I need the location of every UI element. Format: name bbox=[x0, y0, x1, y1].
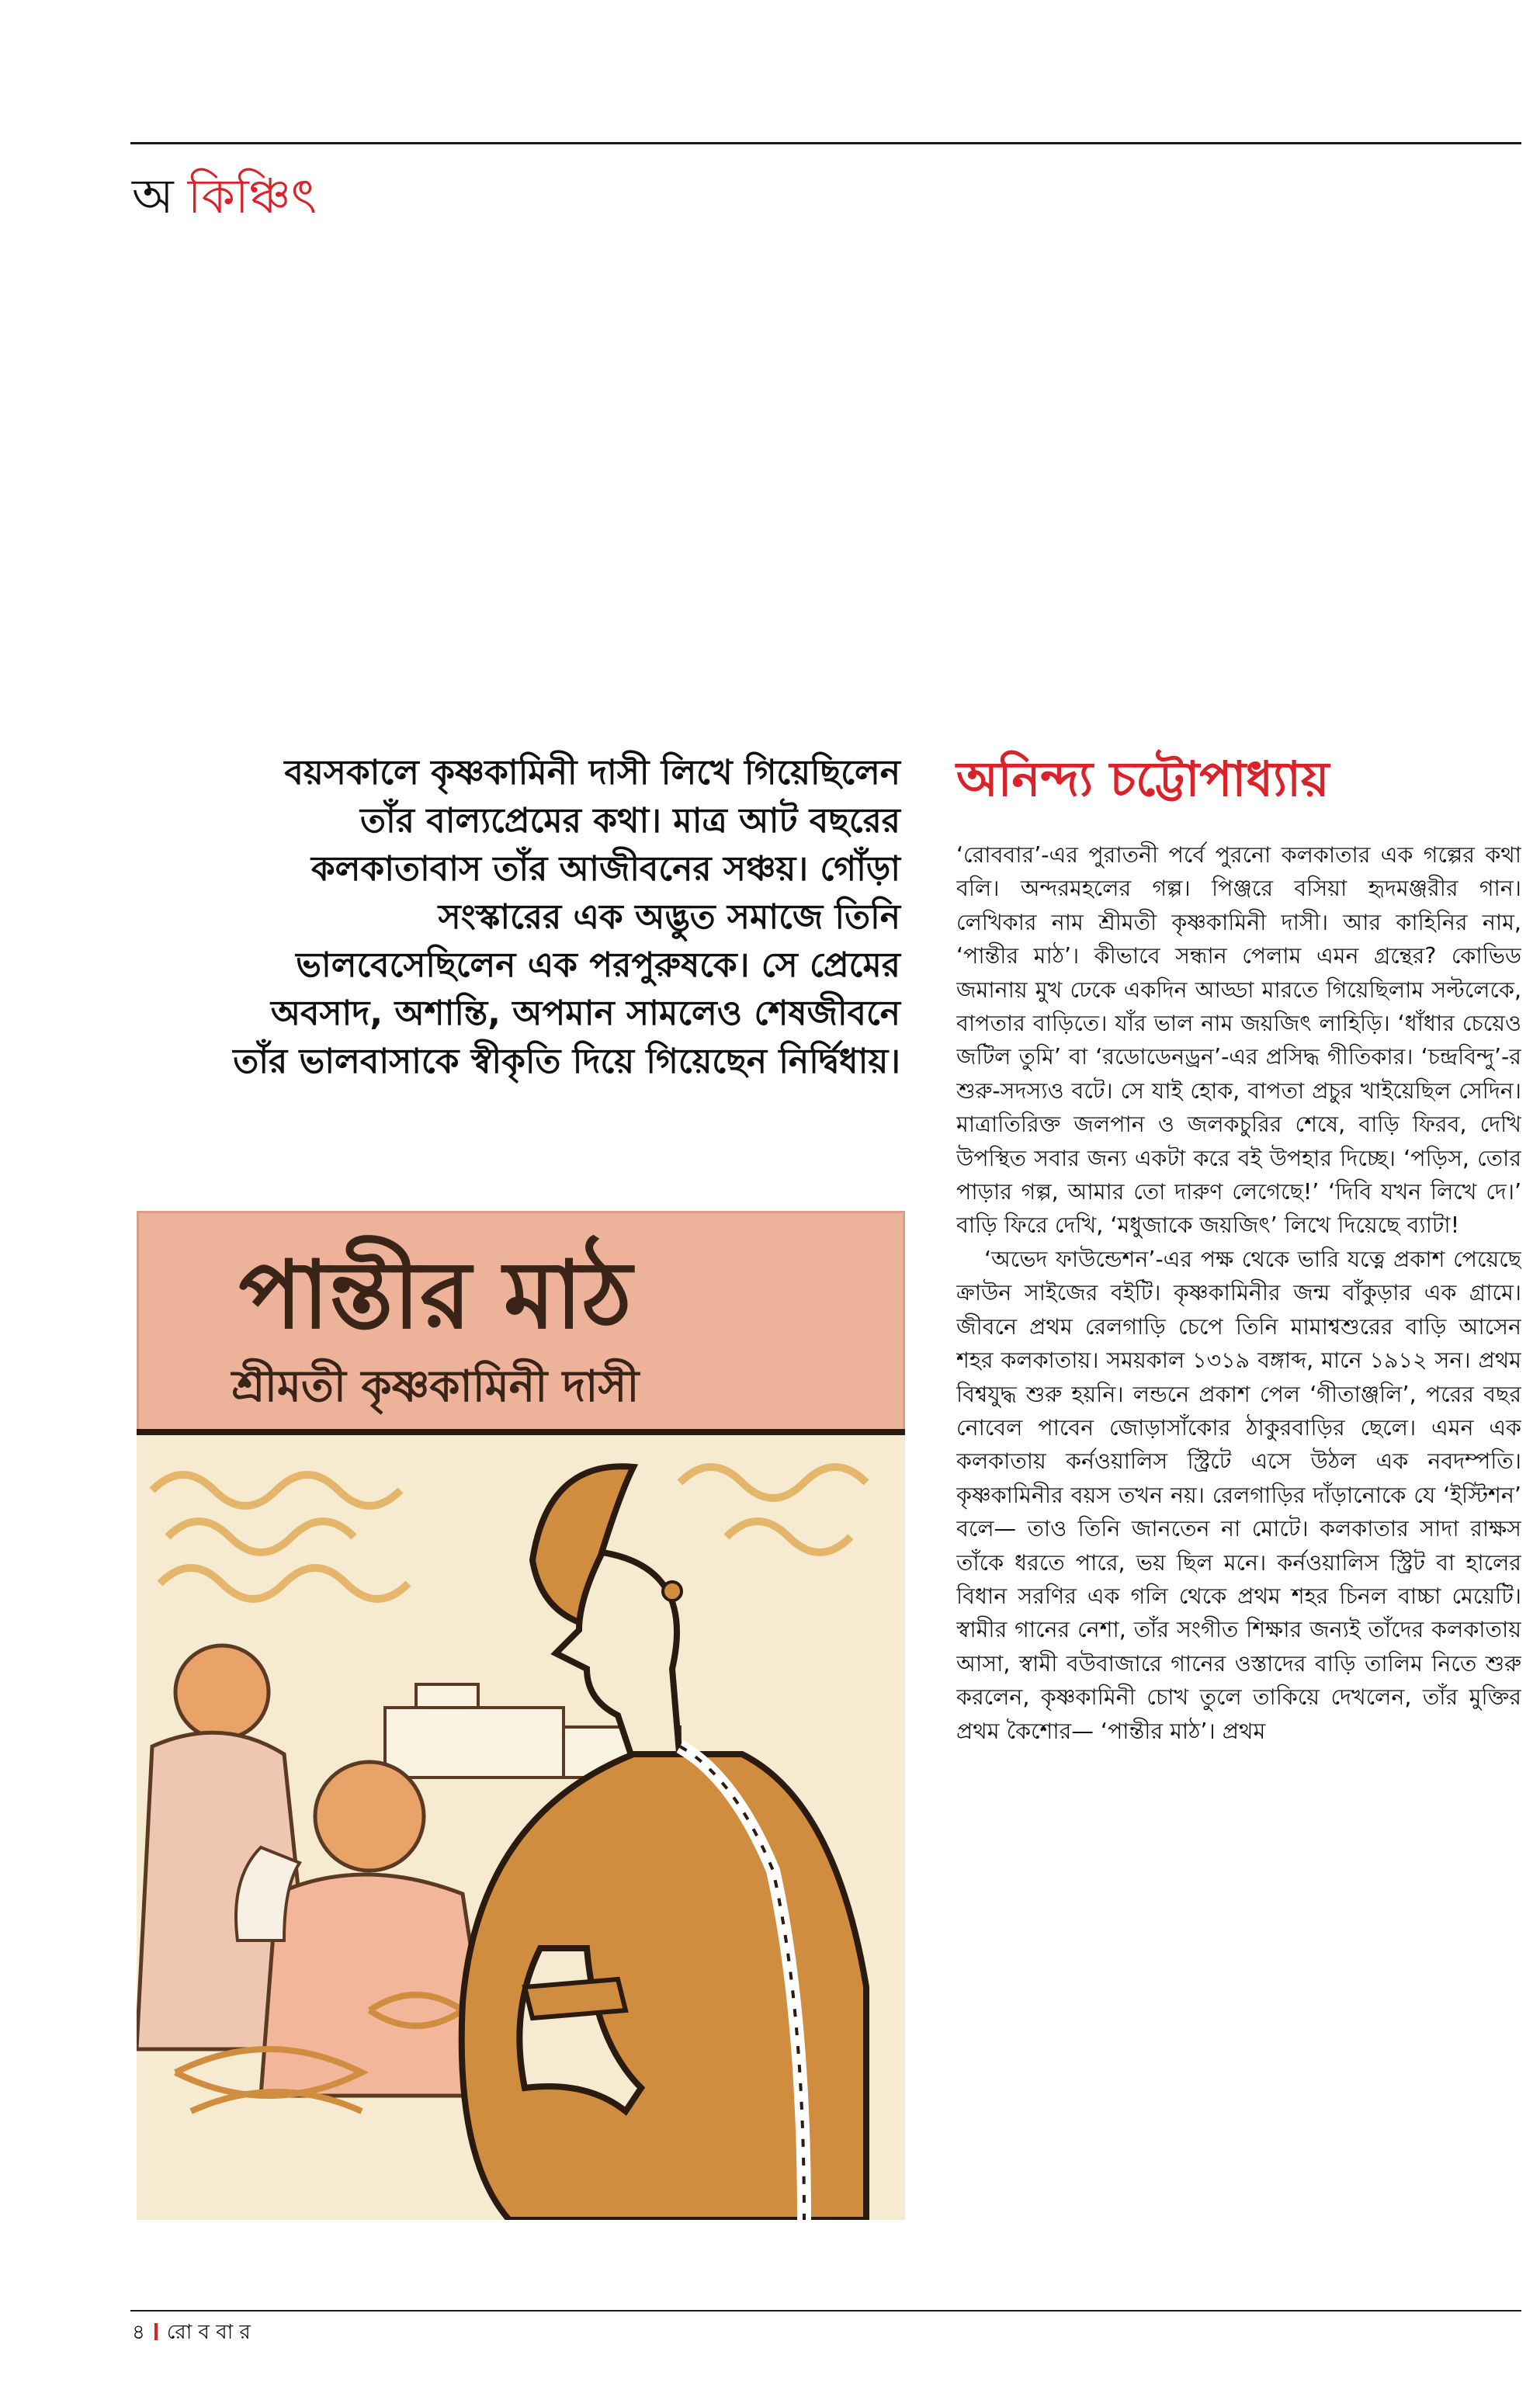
bottom-rule bbox=[130, 2310, 1521, 2311]
top-rule bbox=[130, 142, 1521, 144]
section-prefix: অ bbox=[132, 168, 174, 224]
footer-separator bbox=[154, 2323, 158, 2340]
standfirst-line: তাঁর বাল্যপ্রেমের কথা। মাত্র আট বছরের bbox=[359, 801, 900, 841]
standfirst-line: অবসাদ, অশান্তি, অপমান সামলেও শেষজীবনে bbox=[270, 994, 900, 1033]
standfirst-line: ভালবেসেছিলেন এক পরপুরুষকে। সে প্রেমের bbox=[296, 945, 900, 985]
cover-author: শ্রীমতী কৃষ্ণকামিনী দাসী bbox=[231, 1361, 640, 1412]
standfirst-line: তাঁর ভালবাসাকে স্বীকৃতি দিয়ে গিয়েছেন নির্দ্বিধায়। bbox=[233, 1042, 900, 1081]
standfirst bbox=[155, 749, 900, 1086]
standfirst-line: সংস্কারের এক অদ্ভুত সমাজে তিনি bbox=[438, 897, 900, 937]
standfirst-line: কলকাতাবাস তাঁর আজীবনের সঞ্চয়। গোঁড়া bbox=[310, 849, 900, 889]
standfirst-line: বয়সকালে কৃষ্ণকামিনী দাসী লিখে গিয়েছিলেন bbox=[284, 753, 900, 792]
page-number: ৪ bbox=[132, 2321, 145, 2344]
magazine-name: রো ব বা র bbox=[166, 2321, 251, 2344]
page-footer bbox=[132, 2322, 251, 2343]
body-paragraph: ‘অভেদ ফাউন্ডেশন’-এর পক্ষ থেকে ভারি যত্নে প্রকাশ পেয়েছে ক্রাউন সাইজের বইটি। কৃষ্ণকামিনীর জন্ম বাঁকুড়ার এক গ্রামে। জীবনে প্রথম রেলগাড়ি চেপে তিনি মামাশ্বশুরের বাড়ি আসেন শহর কলকাতায়। সময়কাল ১৩১৯ বঙ্গাব্দ, মানে ১৯১২ সন। প্রথম বিশ্বযুদ্ধ শুরু হয়নি। লন্ডনে প্রকাশ পেল ‘গীতাঞ্জলি’, পরের বছর নোবেল পাবেন জোড়াসাঁকোর ঠাকুরবাড়ির ছেলে। এমন এক কলকাতায় কর্নওয়ালিস স্ট্রিটে এসে উঠল এক নবদম্পতি। কৃষ্ণকামিনীর বয়স তখন নয়। রেলগাড়ির দাঁড়ানোকে যে ‘ইস্টিশন’ বলে— তাও তিনি জানতেন না মোটে। কলকাতার সাদা রাক্ষস তাঁকে ধরতে পারে, ভয় ছিল মনে। কর্নওয়ালিস স্ট্রিট বা হালের বিধান সরণির এক গলি থেকে প্রথম শহর চিনল বাচ্চা মেয়েটি। স্বামীর গানের নেশা, তাঁর সংগীত শিক্ষার জন্যই তাঁদের কলকাতায় আসা, স্বামী বউবাজারে গানের ওস্তাদের বাড়ি তালিম নিতে শুরু করলেন, কৃষ্ণকামিনী চোখ তুলে তাকিয়ে দেখলেন, তাঁর মুক্তির প্রথম কৈশোর— ‘পান্তীর মাঠ’। প্রথম bbox=[956, 1246, 1521, 1744]
author-byline: অনিন্দ্য চট্টোপাধ্যায় bbox=[956, 751, 1330, 807]
section-name: কিঞ্চিৎ bbox=[187, 168, 317, 224]
article-body bbox=[956, 838, 1521, 2290]
section-label bbox=[132, 168, 317, 224]
cover-title: পান্তীর মাঠ bbox=[238, 1240, 633, 1350]
body-paragraph: ‘রোববার’-এর পুরাতনী পর্বে পুরনো কলকাতার এক গল্পের কথা বলি। অন্দরমহলের গল্প। পিঞ্জরে বসিয়া হৃদমঞ্জরীর গান। লেখিকার নাম শ্রীমতী কৃষ্ণকামিনী দাসী। আর কাহিনির নাম, ‘পান্তীর মাঠ’। কীভাবে সন্ধান পেলাম এমন গ্রন্থের? কোভিড জমানায় মুখ ঢেকে একদিন আড্ডা মারতে গিয়েছিলাম সল্টলেকে, বাপতার বাড়িতে। যাঁর ভাল নাম জয়জিৎ লাহিড়ি। ‘ধাঁধার চেয়েও জটিল তুমি’ বা ‘রডোডেনড্রন’-এর প্রসিদ্ধ গীতিকার। ‘চন্দ্রবিন্দু’-র শুরু-সদস্যও বটে। সে যাই হোক, বাপতা প্রচুর খাইয়েছিল সেদিন। মাত্রাতিরিক্ত জলপান ও জলকচুরির শেষে, বাড়ি ফিরব, দেখি উপস্থিত সবার জন্য একটা করে বই উপহার দিচ্ছে। ‘পড়িস, তোর পাড়ার গল্প, আমার তো দারুণ লেগেছে!’ ‘দিবি যখন লিখে দে।’ বাড়ি ফিরে দেখি, ‘মধুজাকে জয়জিৎ’ লিখে দিয়েছে ব্যাটা! bbox=[956, 842, 1521, 1239]
book-cover-image bbox=[137, 1211, 905, 2220]
